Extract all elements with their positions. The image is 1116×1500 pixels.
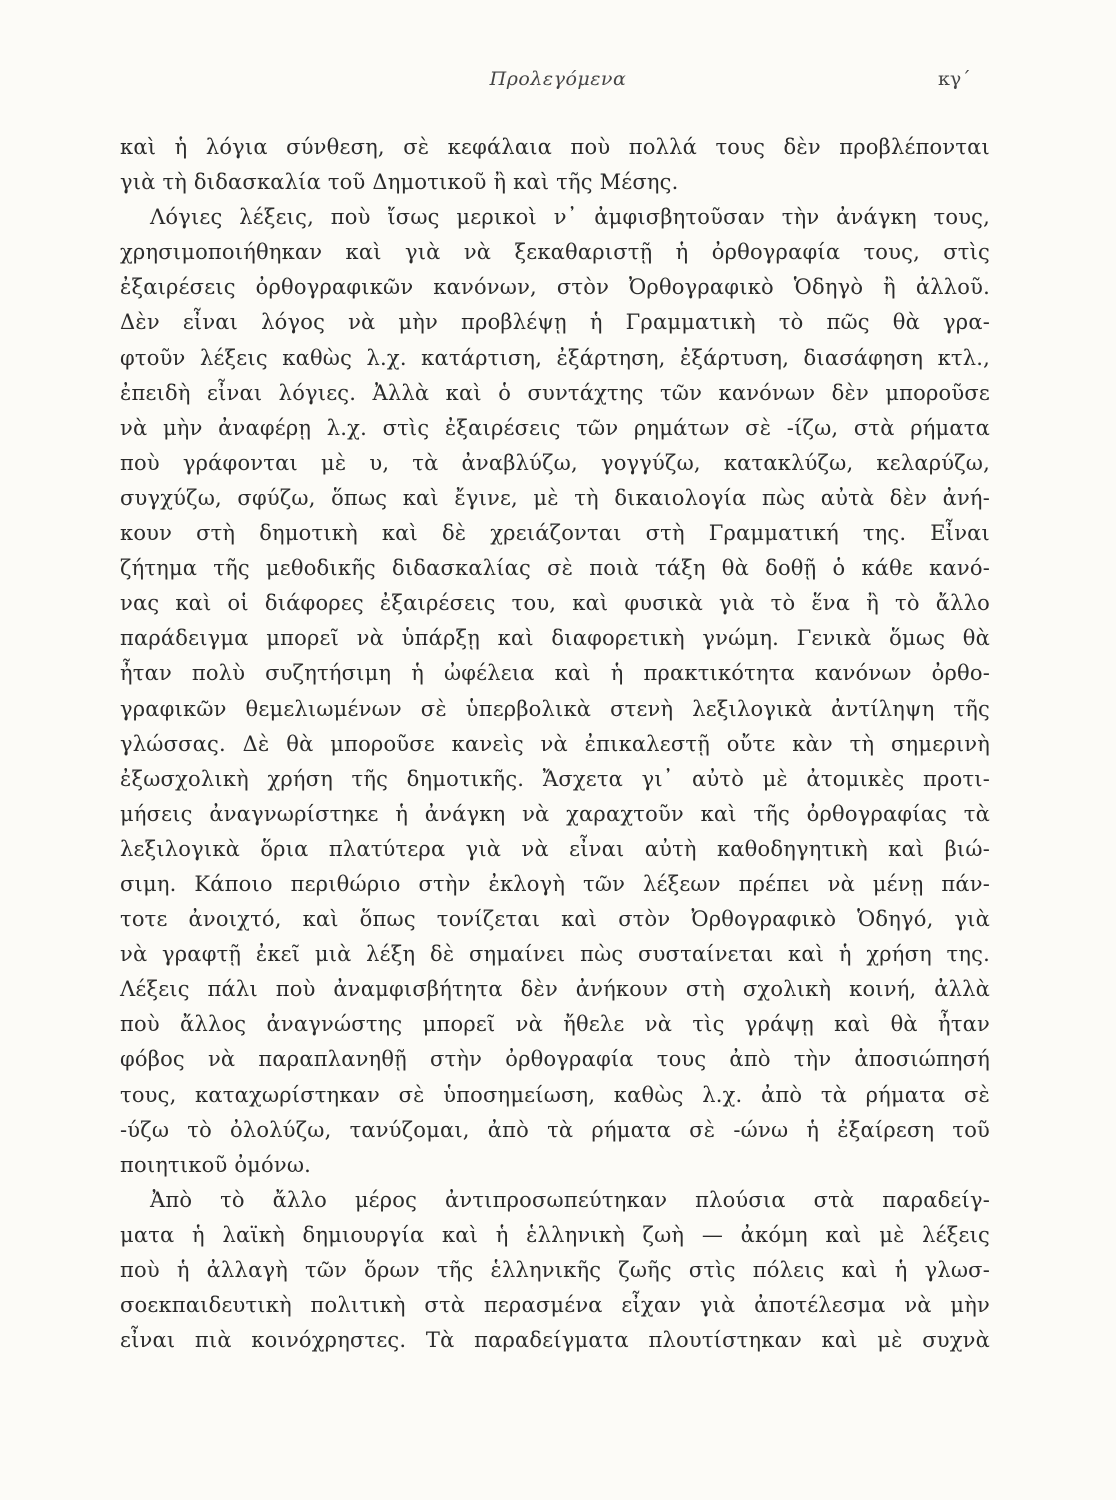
text-line: ἐξαιρέσεις ὀρθογραφικῶν κανόνων, στὸν Ὀρθογραφικὸ Ὁδηγὸ ἢ ἀλλοῦ. (120, 275, 990, 300)
text-line: λεξιλογικὰ ὅρια πλατύτερα γιὰ νὰ εἶναι αὐτὴ καθοδηγητικὴ καὶ βιώ- (120, 836, 990, 861)
text-line: σοεκπαιδευτικὴ πολιτικὴ στὰ περασμένα εἶχαν γιὰ ἀποτέλεσμα νὰ μὴν (120, 1293, 990, 1318)
text-line: ποὺ γράφονται μὲ υ, τὰ ἀναβλύζω, γογγύζω, κατακλύζω, κελαρύζω, (120, 450, 990, 475)
text-line: ποὺ ἄλλος ἀναγνώστης μπορεῖ νὰ ἤθελε νὰ τὶς γράψῃ καὶ θὰ ἦταν (120, 1012, 990, 1037)
text-line: παράδειγμα μπορεῖ νὰ ὑπάρξῃ καὶ διαφορετικὴ γνώμη. Γενικὰ ὅμως θὰ (120, 626, 990, 651)
text-line: γλώσσας. Δὲ θὰ μποροῦσε κανεὶς νὰ ἐπικαλεστῇ οὔτε κὰν τὴ σημερινὴ (120, 731, 990, 756)
running-title: Προλεγόμενα (489, 68, 627, 90)
text-line: Ἀπὸ τὸ ἄλλο μέρος ἀντιπροσωπεύτηκαν πλούσια στὰ παραδείγ- (150, 1187, 990, 1212)
text-line: νὰ γραφτῇ ἐκεῖ μιὰ λέξη δὲ σημαίνει πὼς συσταίνεται καὶ ἡ χρήση της. (120, 942, 990, 967)
text-line: εἶναι πιὰ κοινόχρηστες. Τὰ παραδείγματα πλουτίστηκαν καὶ μὲ συχνὰ (120, 1328, 990, 1353)
text-line: τοτε ἀνοιχτό, καὶ ὅπως τονίζεται καὶ στὸν Ὀρθογραφικὸ Ὁδηγό, γιὰ (120, 907, 990, 932)
page-number: κγ´ (938, 68, 971, 90)
text-line: συγχύζω, σφύζω, ὅπως καὶ ἔγινε, μὲ τὴ δικαιολογία πὼς αὐτὰ δὲν ἀνή- (120, 485, 990, 510)
text-line: ζήτημα τῆς μεθοδικῆς διδασκαλίας σὲ ποιὰ τάξη θὰ δοθῇ ὁ κάθε κανό- (120, 556, 990, 581)
text-line: ἐπειδὴ εἶναι λόγιες. Ἀλλὰ καὶ ὁ συντάχτης τῶν κανόνων δὲν μποροῦσε (120, 380, 990, 405)
text-line: ποὺ ἡ ἀλλαγὴ τῶν ὅρων τῆς ἑλληνικῆς ζωῆς στὶς πόλεις καὶ ἡ γλωσ- (120, 1258, 990, 1282)
text-line: ἦταν πολὺ συζητήσιμη ἡ ὠφέλεια καὶ ἡ πρακτικότητα κανόνων ὀρθο- (120, 661, 990, 686)
text-line: μήσεις ἀναγνωρίστηκε ἡ ἀνάγκη νὰ χαραχτοῦν καὶ τῆς ὀρθογραφίας τὰ (120, 801, 990, 826)
text-line: σιμη. Κάποιο περιθώριο στὴν ἐκλογὴ τῶν λέξεων πρέπει νὰ μένῃ πάν- (120, 871, 990, 896)
text-line: ματα ἡ λαϊκὴ δημιουργία καὶ ἡ ἑλληνικὴ ζωὴ — ἀκόμη καὶ μὲ λέξεις (120, 1222, 990, 1247)
text-line: φτοῦν λέξεις καθὼς λ.χ. κατάρτιση, ἐξάρτηση, ἐξάρτυση, διασάφηση κτλ., (120, 345, 990, 370)
text-line: κουν στὴ δημοτικὴ καὶ δὲ χρειάζονται στὴ Γραμματική της. Εἶναι (120, 521, 990, 546)
text-line: Λέξεις πάλι ποὺ ἀναμφισβήτητα δὲν ἀνήκουν στὴ σχολικὴ κοινή, ἀλλὰ (120, 977, 990, 1002)
text-line: γραφικῶν θεμελιωμένων σὲ ὑπερβολικὰ στενὴ λεξιλογικὰ ἀντίληψη τῆς (120, 696, 990, 721)
text-line: γιὰ τὴ διδασκαλία τοῦ Δημοτικοῦ ἢ καὶ τῆς Μέσης. (120, 170, 679, 195)
text-line: Δὲν εἶναι λόγος νὰ μὴν προβλέψῃ ἡ Γραμματικὴ τὸ πῶς θὰ γρα- (120, 310, 990, 335)
body-text (120, 130, 990, 1358)
text-line: ἐξωσχολικὴ χρήση τῆς δημοτικῆς. Ἄσχετα γι᾽ αὐτὸ μὲ ἀτομικὲς προτι- (120, 766, 990, 791)
text-line: ποιητικοῦ ὀμόνω. (120, 1152, 312, 1177)
text-line: χρησιμοποιήθηκαν καὶ γιὰ νὰ ξεκαθαριστῇ ἡ ὀρθογραφία τους, στὶς (120, 240, 990, 265)
text-line: -ύζω τὸ ὀλολύζω, τανύζομαι, ἀπὸ τὰ ρήματα σὲ -ώνω ἡ ἐξαίρεση τοῦ (120, 1117, 990, 1142)
text-line: τους, καταχωρίστηκαν σὲ ὑποσημείωση, καθὼς λ.χ. ἀπὸ τὰ ρήματα σὲ (120, 1082, 990, 1107)
text-line: νας καὶ οἱ διάφορες ἐξαιρέσεις του, καὶ φυσικὰ γιὰ τὸ ἕνα ἢ τὸ ἄλλο (120, 591, 990, 616)
text-line: νὰ μὴν ἀναφέρῃ λ.χ. στὶς ἐξαιρέσεις τῶν ρημάτων σὲ -ίζω, στὰ ρήματα (120, 415, 990, 440)
text-line: φόβος νὰ παραπλανηθῇ στὴν ὀρθογραφία τους ἀπὸ τὴν ἀποσιώπησή (120, 1047, 990, 1072)
text-line: καὶ ἡ λόγια σύνθεση, σὲ κεφάλαια ποὺ πολλά τους δὲν προβλέπονται (120, 135, 990, 159)
text-line: Λόγιες λέξεις, ποὺ ἴσως μερικοὶ ν᾽ ἀμφισβητοῦσαν τὴν ἀνάγκη τους, (150, 205, 990, 230)
